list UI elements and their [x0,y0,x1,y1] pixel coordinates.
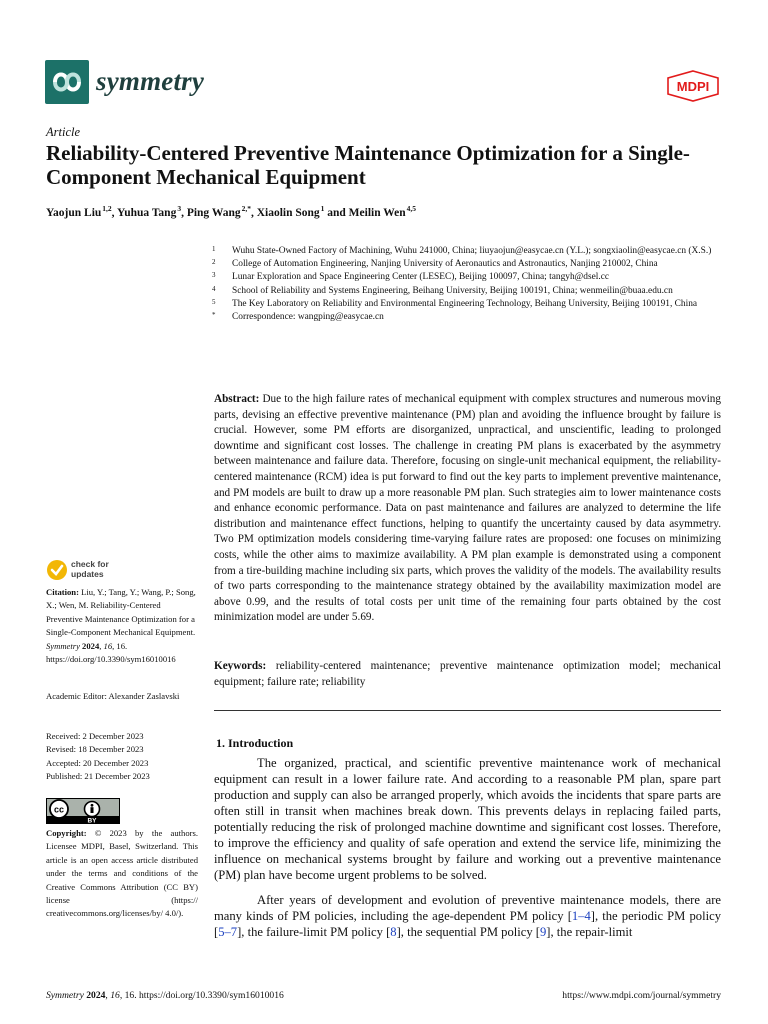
citation-doi-link[interactable]: , 16. https://doi.org/10.3390/sym16010016 [46,640,176,665]
affiliation-item: 3 Lunar Exploration and Space Engineering Center (LESEC), Beijing 100097, China; tangyh@dsel.cc [212,271,610,283]
keywords-label: Keywords: [214,660,267,672]
affiliation-item: 1 Wuhu State-Owned Factory of Machining, Wuhu 241000, China; liuyaojun@easycae.cn (Y.L.); songxiaolin@easycae.cn (X.S.) [212,245,712,256]
author-affil: 1,2 [102,204,112,213]
copyright-label: Copyright: [46,828,87,838]
reference-link[interactable]: 8 [390,925,397,939]
correspondence: * Correspondence: wangping@easycae.cn [212,311,384,323]
article-dates [46,730,198,784]
date-revised: Revised: 18 December 2023 [46,744,144,755]
keywords-text: reliability-centered maintenance; preventive maintenance optimization model; mechanical equipment; failure rate; reliability [214,660,721,688]
date-received: Received: 2 December 2023 [46,731,144,741]
author-affil: 3 [177,204,182,213]
footer-journal-url[interactable]: https://www.mdpi.com/journal/symmetry [562,990,721,1001]
check-updates-line2: updates [71,569,104,579]
affiliation-item: 4 School of Reliability and Systems Engineering, Beihang University, Beijing 100191, China; wenmeilin@buaa.edu.cn [212,284,673,296]
author-affil: 1 [320,204,325,213]
reference-link[interactable]: 5–7 [218,925,238,939]
author-name: Yuhua Tang [116,206,177,219]
svg-text:cc: cc [53,804,65,815]
article-title: Reliability-Centered Preventive Maintenance Optimization for a Single-Component Mechanical Equipment [46,141,690,189]
copyright-notice: Copyright: © 2023 by the authors. Licensee MDPI, Basel, Switzerland. This article is an open access article distributed under the terms and conditions of the Creative Commons Attribution (CC BY) license (https:// creativecommons.org/licenses/by/ 4.0/). [46,828,198,919]
academic-editor: Academic Editor: Alexander Zaslavski [46,691,180,701]
check-updates-line1: check for [71,559,109,569]
affiliation-item: 2 College of Automation Engineering, Nanjing University of Aeronautics and Astronautics, Nanjing 210002, China [212,258,658,270]
cc-by-label: BY [87,817,97,824]
abstract-label: Abstract: [214,393,260,405]
mdpi-logo [666,70,720,102]
author-affil: 4,5 [406,204,416,213]
author-affil: 2,* [241,204,251,213]
author-name: Ping Wang [186,206,241,219]
reference-link[interactable]: 9 [540,925,547,939]
affiliation-item: 5 The Key Laboratory on Reliability and Environmental Engineering Technology, Beihang University, Beijing 100191, China [212,297,698,309]
author-list: Yaojun Liu $^{1,2}$, Yuhua Tang $^3$, Ping Wang $^{2,*}$, Xiaolin Song $^1$ and Meilin Wen $^{4,5}$ [46,204,416,219]
symmetry-logo-icon [45,60,89,104]
citation-label: Citation: [46,587,79,597]
journal-logo [45,60,89,104]
footer-citation: Symmetry 2024, 16, 16. https://doi.org/10.3390/sym16010016 [46,990,284,1001]
abstract-text: Due to the high failure rates of mechanical equipment with complex structures and numerous moving parts, devising an effective preventive maintenance (PM) plan and avoiding the influence brought by failure is crucial. However, some PM efforts are disorganized, unpractical, and unscientific, leading to prolonged downtime and significant cost losses. The challenge in creating PM plans is exacerbated by the asymmetry between maintenance and failure data. Therefore, focusing on single-unit mechanical equipment, the reliability-centered maintenance (RCM) idea is put forward to find out the key parts to implement preventive maintenance, and PM models are built to draw up a more reasonable PM plan. Such strategies aim to lower maintenance costs and enhance economic performance. Data on past maintenance and failures are analyzed to determine the life distribution and maintenance effect functions, helping to quantify the uncertainty caused by data asymmetry. Two PM optimization models considering time-varying failure rates are proposed: one focuses on minimizing costs, while the other aims to maximize availability. A PM plan example is demonstrated using a component from a tire-building machine including six parts, which proves the validity of the models. The availability results of two parts corresponding to the maintenance strategy obtained by the availability maximization model are above 0.99, and the results of total costs per unit time of the remaining four parts obtained by the cost minimization model are under 5.69. [214,393,721,624]
date-published: Published: 21 December 2023 [46,771,150,782]
reference-link[interactable]: 1–4 [571,909,591,923]
intro-paragraph-1: The organized, practical, and scientific preventive maintenance work of mechanical equipment can result in a lower failure rate. And according to a reasonable PM plan, spare part production and supply can also be arranged properly, which avoids the incidents that spare parts are often still in transit when machines break down. This prevents delays in replacing failed parts, potentially reducing the risk of prolonged machine downtime and significant cost losses. Therefore, to improve the efficiency and quality of safe operation and extend the service life, minimizing the influence on mechanical systems brought by failure and working out a preventive maintenance (PM) plan have become urgent problems to be solved. [214,756,721,882]
intro-paragraph-2: After years of development and evolution of preventive maintenance models, there are many kinds of PM policies, including the age-dependent PM policy [1–4], the periodic PM policy [5–7], the failure-limit PM policy [8], the sequential PM policy [9], the repair-limit [214,893,721,939]
abstract [214,392,721,626]
date-accepted: Accepted: 20 December 2023 [46,757,149,768]
check-updates-icon [46,559,68,581]
citation-block: Citation: Liu, Y.; Tang, Y.; Wang, P.; Song, X.; Wen, M. Reliability-Centered Preventive Maintenance Optimization for a Single-Component Mechanical Equipment. Symmetry 2024, 16, 16. https://doi.org/10.3390/sym16010016 [46,587,196,665]
section-heading: 1. Introduction [216,736,294,750]
mdpi-logo-text: MDPI [676,79,710,94]
author-name: Meilin Wen [348,206,406,219]
author-name: Xiaolin Song [256,206,320,219]
journal-name: symmetry [96,66,205,96]
keywords [214,659,721,690]
affiliations [212,245,732,324]
author-name: Yaojun Liu [46,206,102,219]
article-type: Article [46,125,81,139]
divider [214,710,721,711]
cc-by-license-badge[interactable] [46,798,120,824]
check-for-updates-badge[interactable] [46,559,126,583]
